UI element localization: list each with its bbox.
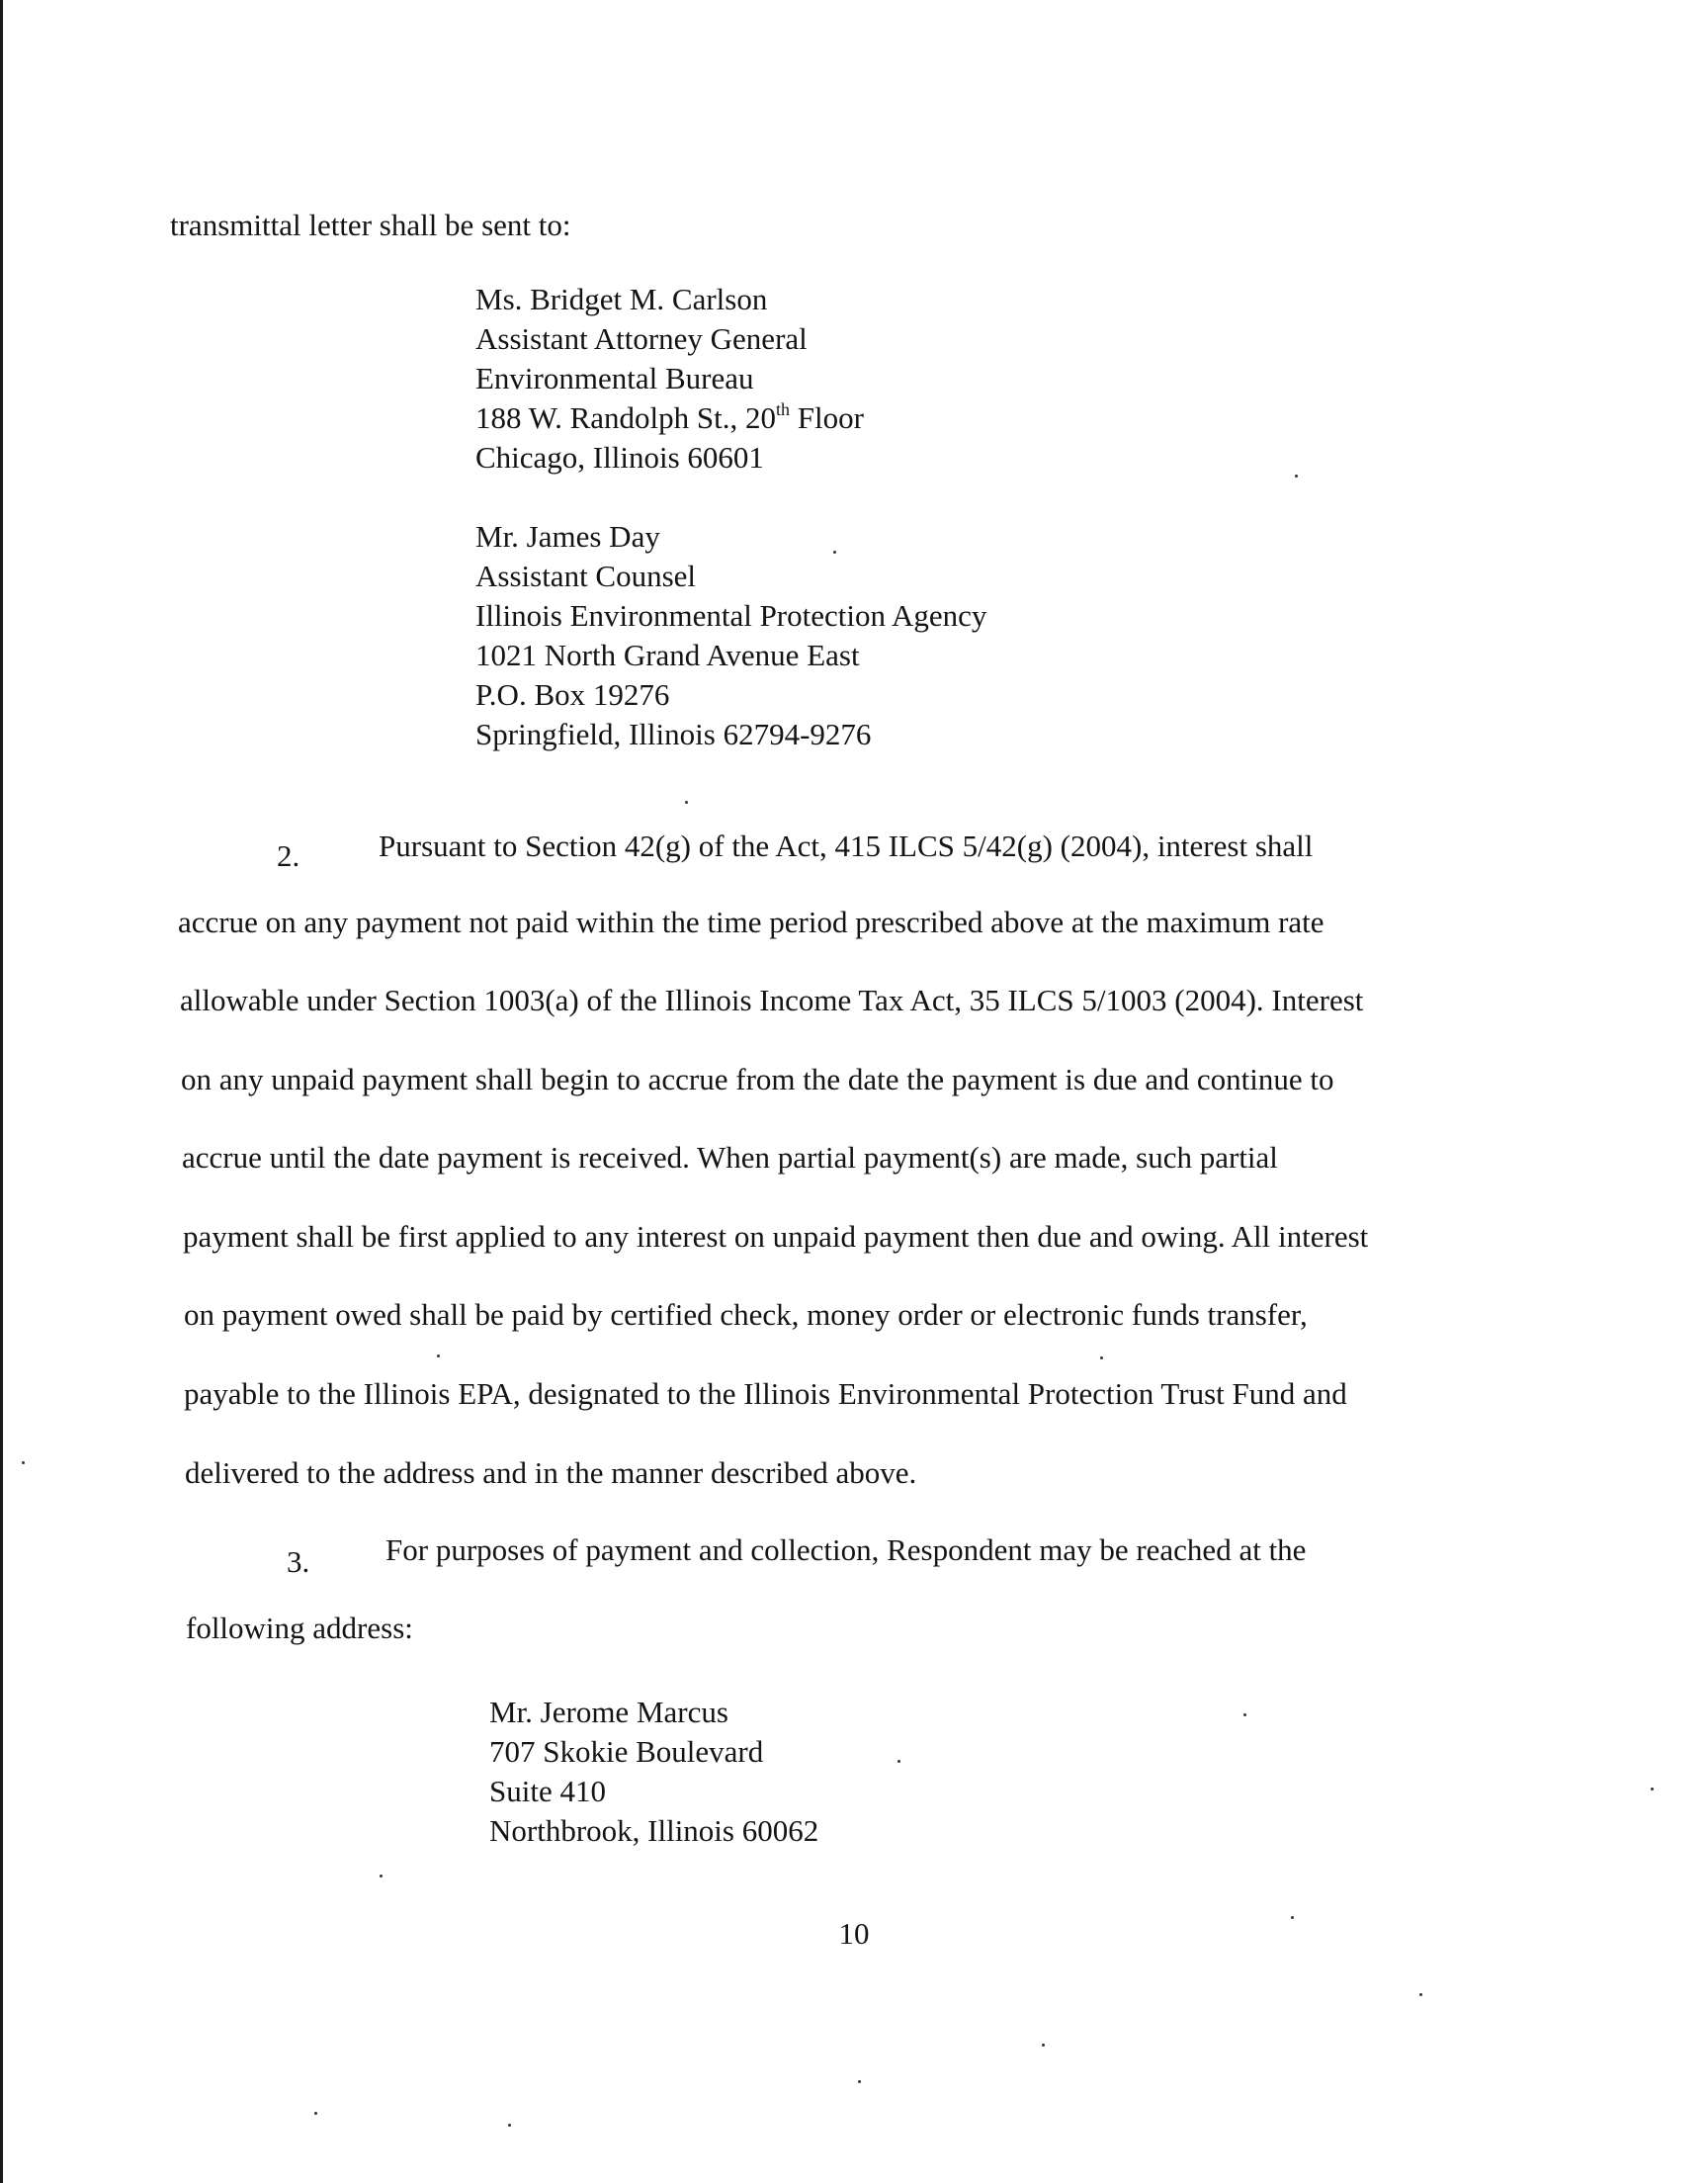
- recipient-1-floor-suffix: th: [776, 398, 791, 419]
- scan-speck: [1295, 475, 1298, 478]
- scan-speck: [897, 1760, 900, 1763]
- paragraph-2-line-8: payable to the Illinois EPA, designated to the Illinois Environmental Protection Trust Fund and: [184, 1376, 1347, 1411]
- recipient-address-2: [475, 517, 986, 754]
- paragraph-2-line-9: delivered to the address and in the manner described above.: [185, 1455, 917, 1490]
- recipient-1-city: Chicago, Illinois 60601: [475, 440, 764, 475]
- respondent-suite: Suite 410: [489, 1774, 606, 1808]
- paragraph-2-line-2: accrue on any payment not paid within the time period prescribed above at the maximum rate: [178, 905, 1324, 939]
- recipient-1-street-text: 188 W. Randolph St., 20: [475, 400, 777, 435]
- recipient-2-po-box: P.O. Box 19276: [475, 677, 670, 712]
- paragraph-3-line-1: For purposes of payment and collection, Respondent may be reached at the: [385, 1532, 1307, 1567]
- paragraph-2-line-3: allowable under Section 1003(a) of the Illinois Income Tax Act, 35 ILCS 5/1003 (2004). Interest: [180, 983, 1364, 1017]
- recipient-2-city: Springfield, Illinois 62794-9276: [475, 717, 872, 751]
- recipient-2-street: 1021 North Grand Avenue East: [475, 638, 860, 672]
- scan-speck: [508, 2124, 511, 2127]
- scan-speck: [437, 1354, 440, 1357]
- respondent-address: [489, 1693, 818, 1851]
- recipient-1-street: [475, 398, 864, 438]
- scan-speck: [833, 551, 836, 554]
- scan-edge-rule: [0, 0, 3, 2183]
- recipient-1-department: Environmental Bureau: [475, 361, 754, 395]
- respondent-street: 707 Skokie Boulevard: [489, 1734, 764, 1769]
- scan-speck: [314, 2112, 317, 2115]
- scan-speck: [380, 1875, 383, 1877]
- paragraph-2-line-7: on payment owed shall be paid by certified check, money order or electronic funds transfer,: [184, 1297, 1308, 1332]
- respondent-city: Northbrook, Illinois 60062: [489, 1813, 819, 1848]
- scan-speck: [1291, 1916, 1294, 1919]
- scan-speck: [1100, 1356, 1103, 1359]
- scan-speck: [858, 2080, 861, 2083]
- scan-speck: [685, 801, 688, 804]
- recipient-1-title: Assistant Attorney General: [475, 321, 808, 356]
- scan-speck: [1243, 1713, 1246, 1716]
- paragraph-2-line-5: accrue until the date payment is received. When partial payment(s) are made, such partial: [182, 1140, 1278, 1175]
- paragraph-2-line-4: on any unpaid payment shall begin to accrue from the date the payment is due and continue to: [181, 1062, 1334, 1096]
- respondent-name: Mr. Jerome Marcus: [489, 1695, 728, 1729]
- recipient-1-name: Ms. Bridget M. Carlson: [475, 282, 768, 316]
- scan-speck: [1042, 2044, 1045, 2047]
- recipient-1-floor-text: Floor: [790, 400, 864, 435]
- intro-line: transmittal letter shall be sent to:: [170, 208, 571, 242]
- recipient-address-1: [475, 280, 864, 478]
- scan-speck: [1651, 1788, 1654, 1790]
- scan-speck: [22, 1461, 25, 1464]
- scan-speck: [1419, 1993, 1422, 1996]
- recipient-2-name: Mr. James Day: [475, 519, 660, 554]
- paragraph-3-number: 3.: [287, 1544, 310, 1579]
- page-number: 10: [838, 1916, 870, 1951]
- recipient-2-agency: Illinois Environmental Protection Agency: [475, 598, 987, 633]
- paragraph-2-line-6: payment shall be first applied to any interest on unpaid payment then due and owing. All interest: [183, 1219, 1369, 1254]
- recipient-2-title: Assistant Counsel: [475, 559, 697, 593]
- paragraph-2-number: 2.: [277, 838, 300, 873]
- paragraph-3-line-2: following address:: [186, 1611, 413, 1645]
- paragraph-2-line-1: Pursuant to Section 42(g) of the Act, 415 ILCS 5/42(g) (2004), interest shall: [379, 829, 1314, 863]
